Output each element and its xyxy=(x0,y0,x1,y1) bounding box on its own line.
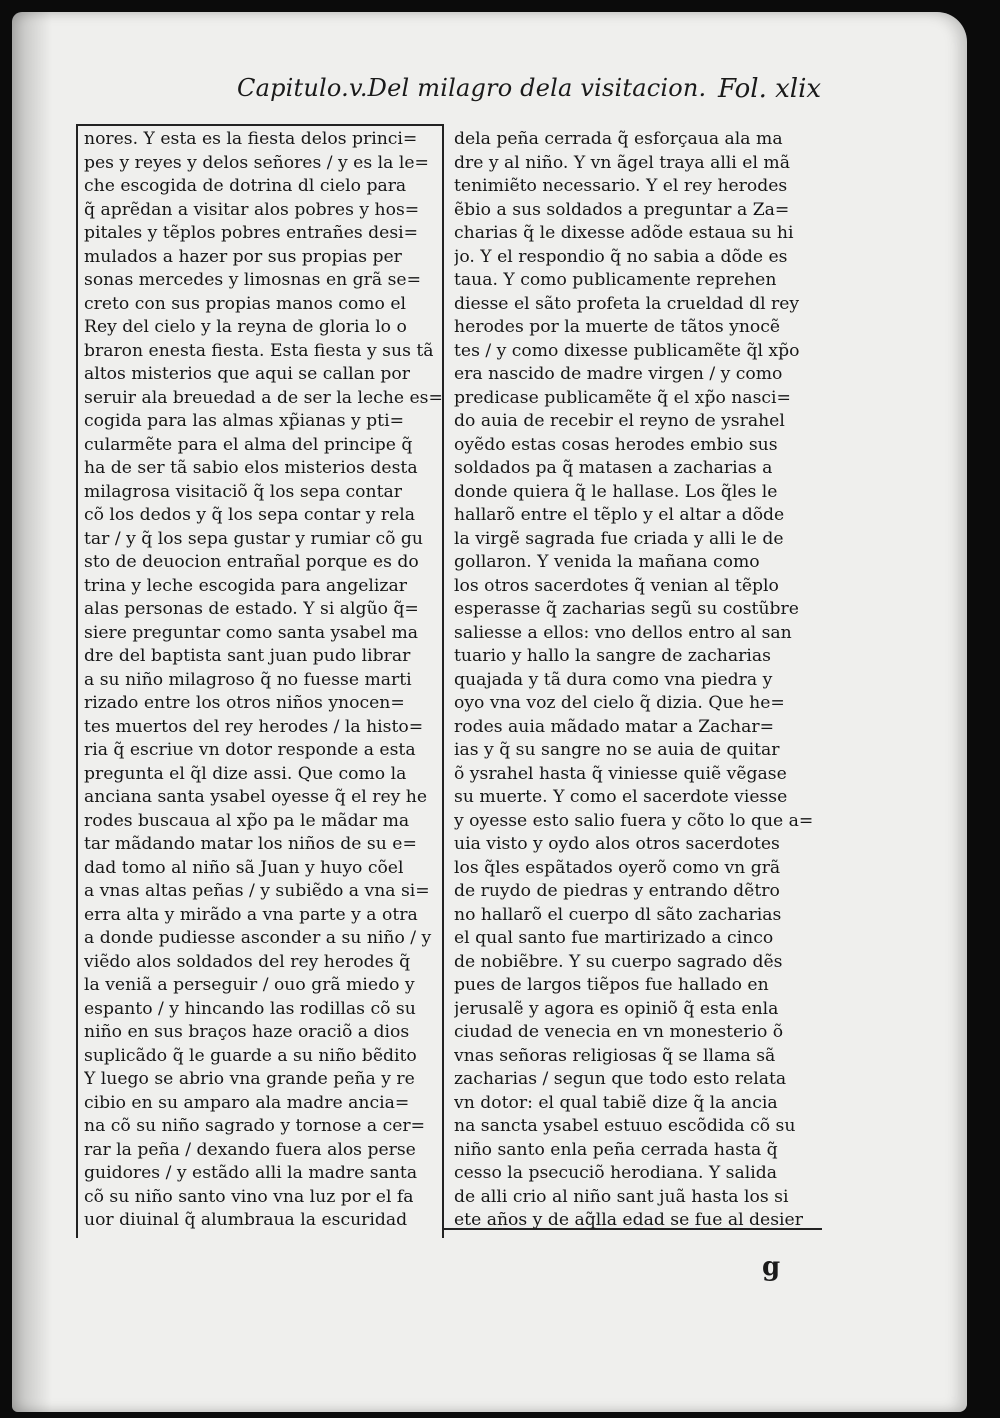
text-line: pitales y tẽplos pobres entrañes desi= xyxy=(84,223,419,243)
text-line: rar la peña / dexando fuera alos perse xyxy=(84,1139,416,1160)
top-rule xyxy=(76,124,444,126)
text-line: tar / y q̃ los sepa gustar y rumiar cõ gu xyxy=(84,528,423,549)
text-line: seruir ala breuedad a de ser la leche es= xyxy=(84,387,443,408)
text-line: donde quiera q̃ le hallase. Los q̃les le xyxy=(454,481,778,502)
text-line: ias y q̃ su sangre no se auia de quitar xyxy=(454,740,780,760)
text-line: pregunta el q̃l dize assi. Que como la xyxy=(84,763,407,784)
text-line: sonas mercedes y limosnas en grã se= xyxy=(84,270,421,290)
text-line: predicase publicamẽte q̃ el xp̃o nasci= xyxy=(454,387,791,408)
signature-mark: g xyxy=(762,1252,781,1282)
text-line: altos misterios que aqui se callan por xyxy=(84,364,410,384)
text-line: viẽdo alos soldados del rey herodes q̃ xyxy=(84,951,411,972)
text-line: alas personas de estado. Y si algũo q̃= xyxy=(84,599,419,619)
text-line: cõ los dedos y q̃ los sepa contar y rela xyxy=(84,505,416,525)
text-line: mulados a hazer por sus propias per xyxy=(84,246,402,267)
page-header xyxy=(12,74,967,114)
book-page xyxy=(12,12,967,1412)
text-line: tes muertos del rey herodes / la histo= xyxy=(84,716,424,737)
text-line: guidores / y estãdo alli la madre santa xyxy=(84,1163,418,1183)
text-line: dre del baptista sant juan pudo librar xyxy=(84,646,411,666)
text-line: õ ysrahel hasta q̃ viniesse quiẽ vẽgase xyxy=(454,763,787,784)
text-line: a su niño milagroso q̃ no fuesse marti xyxy=(84,669,412,690)
text-line: tes / y como dixesse publicamẽte q̃l xp̃o xyxy=(454,340,800,361)
text-line: siere preguntar como santa ysabel ma xyxy=(84,622,418,643)
text-line: los q̃les espãtados oyerõ como vn grã xyxy=(454,857,781,878)
text-line: taua. Y como publicamente reprehen xyxy=(454,270,777,290)
text-line: uor diuinal q̃ alumbraua la escuridad xyxy=(84,1210,408,1230)
text-line: rizado entre los otros niños ynocen= xyxy=(84,693,405,713)
text-line: ciudad de venecia en vn monesterio õ xyxy=(454,1022,784,1042)
text-line: cularmẽte para el alma del principe q̃ xyxy=(84,434,413,455)
text-line: su muerte. Y como el sacerdote viesse xyxy=(454,787,788,807)
text-line: dela peña cerrada q̃ esforçaua ala ma xyxy=(454,129,783,149)
text-line: Rey del cielo y la reyna de gloria lo o xyxy=(84,317,407,337)
text-line: cõ su niño santo vino vna luz por el fa xyxy=(84,1186,414,1207)
text-line: oyẽdo estas cosas herodes embio sus xyxy=(454,434,778,455)
text-line: cogida para las almas xp̃ianas y pti= xyxy=(84,411,404,431)
text-line: tenimiẽto necessario. Y el rey herodes xyxy=(454,176,788,196)
text-line: ẽbio a sus soldados a preguntar a Za= xyxy=(454,199,790,220)
text-line: trina y leche escogida para angelizar xyxy=(84,575,407,596)
text-line: a vnas altas peñas / y subiẽdo a vna si= xyxy=(84,881,430,901)
text-line: de alli crio al niño sant juã hasta los si xyxy=(454,1186,789,1207)
text-line: ete años y de aq̃lla edad se fue al desier xyxy=(454,1210,803,1230)
text-line: pues de largos tiẽpos fue hallado en xyxy=(454,975,769,995)
text-line: jo. Y el respondio q̃ no sabia a dõde es xyxy=(454,246,788,267)
left-text-column xyxy=(84,128,444,1233)
text-line: nores. Y esta es la fiesta delos princi= xyxy=(84,129,418,149)
text-line: la virgẽ sagrada fue criada y alli le de xyxy=(454,528,784,549)
text-line: la veniã a perseguir / ouo grã miedo y xyxy=(84,975,415,995)
text-line: a donde pudiesse asconder a su niño / y xyxy=(84,928,432,948)
text-line: espanto / y hincando las rodillas cõ su xyxy=(84,998,416,1019)
text-line: tar mãdando matar los niños de su e= xyxy=(84,834,417,854)
text-line: no hallarõ el cuerpo dl sãto zacharias xyxy=(454,904,782,925)
text-line: erra alta y mirãdo a vna parte y a otra xyxy=(84,904,418,925)
text-line: zacharias / segun que todo esto relata xyxy=(454,1069,787,1089)
text-line: na cõ su niño sagrado y tornose a cer= xyxy=(84,1116,426,1136)
text-line: los otros sacerdotes q̃ venian al tẽplo xyxy=(454,575,779,596)
text-line: rodes buscaua al xp̃o pa le mãdar ma xyxy=(84,810,410,831)
text-line: quajada y tã dura como vna piedra y xyxy=(454,669,773,690)
text-line: che escogida de dotrina dl cielo para xyxy=(84,176,407,196)
text-line: era nascido de madre virgen / y como xyxy=(454,364,783,384)
text-line: na sancta ysabel estuuo escõdida cõ su xyxy=(454,1116,796,1136)
text-line: de nobiẽbre. Y su cuerpo sagrado dẽs xyxy=(454,951,783,972)
text-line: y oyesse esto salio fuera y cõto lo que a= xyxy=(454,810,814,831)
text-line: cibio en su amparo ala madre ancia= xyxy=(84,1092,410,1113)
text-line: soldados pa q̃ matasen a zacharias a xyxy=(454,458,773,478)
left-outer-rule xyxy=(76,124,78,1238)
text-line: suplicãdo q̃ le guarde a su niño bẽdito xyxy=(84,1045,417,1066)
text-line: herodes por la muerte de tãtos ynocẽ xyxy=(454,317,781,337)
right-text-column xyxy=(454,128,814,1233)
text-line: hallarõ entre el tẽplo y el altar a dõde xyxy=(454,505,785,525)
text-line: pes y reyes y delos señores / y es la le= xyxy=(84,152,429,173)
text-line: do auia de recebir el reyno de ysrahel xyxy=(454,411,785,431)
gutter-shadow xyxy=(12,12,52,1412)
text-line: saliesse a ellos: vno dellos entro al san xyxy=(454,622,792,643)
text-line: uia visto y oydo alos otros sacerdotes xyxy=(454,834,780,854)
text-line: Y luego se abrio vna grande peña y re xyxy=(84,1069,415,1089)
text-line: rodes auia mãdado matar a Zachar= xyxy=(454,716,774,737)
text-line: tuario y hallo la sangre de zacharias xyxy=(454,646,771,666)
text-line: jerusalẽ y agora es opiniõ q̃ esta enla xyxy=(454,998,779,1019)
text-line: vn dotor: el qual tabiẽ dize q̃ la ancia xyxy=(454,1092,778,1113)
text-line: niño santo enla peña cerrada hasta q̃ xyxy=(454,1139,778,1160)
running-head: Capitulo.v.Del milagro dela visitacion. xyxy=(237,74,707,102)
text-line: ha de ser tã sabio elos misterios desta xyxy=(84,458,418,478)
text-line: dad tomo al niño sã Juan y huyo cõel xyxy=(84,857,404,878)
text-line: creto con sus propias manos como el xyxy=(84,293,407,314)
text-line: dre y al niño. Y vn ãgel traya alli el mã xyxy=(454,152,790,173)
text-line: milagrosa visitaciõ q̃ los sepa contar xyxy=(84,481,402,502)
text-line: diesse el sãto profeta la crueldad dl rey xyxy=(454,293,800,314)
text-line: esperasse q̃ zacharias segũ su costũbre xyxy=(454,599,799,619)
text-line: charias q̃ le dixesse adõde estaua su hi xyxy=(454,223,794,243)
text-line: cesso la psecuciõ herodiana. Y salida xyxy=(454,1163,777,1183)
text-line: gollaron. Y venida la mañana como xyxy=(454,552,760,572)
text-line: de ruydo de piedras y entrando dẽtro xyxy=(454,881,780,901)
text-line: q̃ aprẽdan a visitar alos pobres y hos= xyxy=(84,199,420,220)
text-line: oyo vna voz del cielo q̃ dizia. Que he= xyxy=(454,693,785,713)
folio-number: Fol. xlix xyxy=(718,74,822,104)
text-line: vnas señoras religiosas q̃ se llama sã xyxy=(454,1045,776,1066)
text-line: niño en sus braços haze oraciõ a dios xyxy=(84,1022,410,1042)
text-line: sto de deuocion entrañal porque es do xyxy=(84,552,419,572)
text-line: anciana santa ysabel oyesse q̃ el rey he xyxy=(84,787,428,807)
text-line: el qual santo fue martirizado a cinco xyxy=(454,928,774,948)
text-line: braron enesta fiesta. Esta fiesta y sus tã xyxy=(84,340,434,361)
text-line: ria q̃ escriue vn dotor responde a esta xyxy=(84,740,416,760)
